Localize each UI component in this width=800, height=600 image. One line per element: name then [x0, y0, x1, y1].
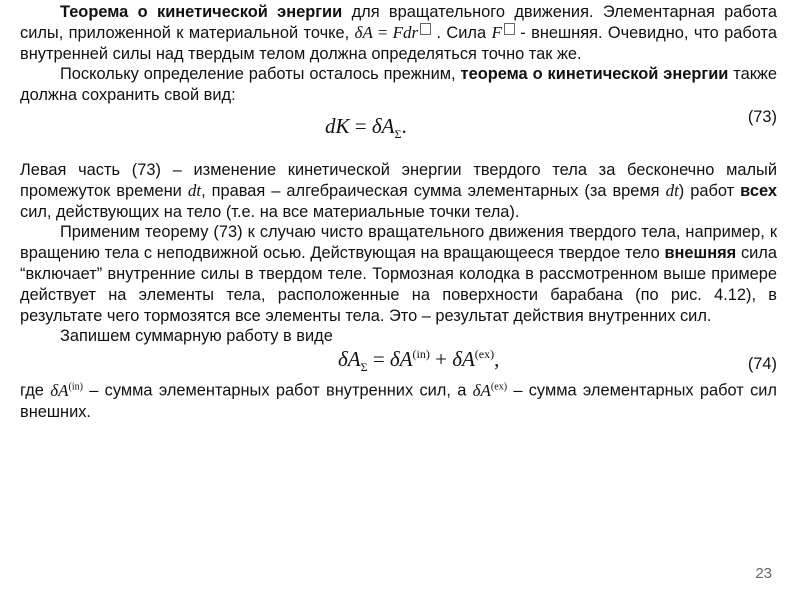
equation-74-number: (74) [747, 355, 777, 374]
vector-arrow-placeholder-icon [420, 23, 431, 35]
paragraph-left-part: Левая часть (73) – изменение кинетической энергии твердого тела за бесконечно малый промежуток времени dt, правая – алгебраическая сумма элементарных (за время dt) работ всех сил, действующих на тело (т.е. на все материальные точки тела). [20, 160, 777, 221]
formula-work-external: $\delta A^{(ex)}$ [472, 380, 508, 400]
document-body [20, 0, 777, 422]
paragraph-apply-theorem: Применим теорему (73) к случаю чисто вращательного движения твердого тела, например, к вращению тела с неподвижной осью. Действующая на вращающееся твердое тело внешняя сила “включает” внутренние силы в твердом теле. Тормозная колодка в рассмотренном выше примере действует на элементы тела, расположенные на поверхности барабана (по рис. 4.12), в результате чего тормозятся все элементы тела. Это – результат действия внутренних сил. [20, 223, 777, 325]
external-bold: внешняя [664, 244, 737, 263]
page-number: 23 [755, 565, 772, 582]
formula-work-element: δA = Fdr [355, 23, 432, 42]
paragraph-where: где $\delta A^{(in)}$ – сумма элементарных работ внутренних сил, а $\delta A^{(ex)}$ – сумма элементарных работ сил внешних. [20, 380, 777, 421]
formula-force: F [492, 23, 515, 42]
equation-73 [20, 106, 777, 146]
formula-dt-2: dt [665, 180, 679, 200]
formula-dt: dt [187, 180, 202, 200]
paragraph-theorem: Теорема о кинетической энергии для вращательного движения. Элементарная работа силы, приложенной к материальной точке, δA = Fdr . Сила F - внешняя. Очевидно, что работа внутренней силы над твердым телом должна определяться точно так же. [20, 3, 777, 63]
theorem-bold: теорема о кинетической энергии [460, 65, 729, 84]
vector-arrow-placeholder-icon [504, 23, 515, 35]
equation-73-number: (73) [747, 107, 777, 126]
paragraph-definition: Поскольку определение работы осталось прежним, теорема о кинетической энергии также должна сохранить свой вид: [20, 65, 777, 105]
theorem-title: Теорема о кинетической энергии [60, 3, 343, 21]
equation-74 [20, 347, 777, 377]
paragraph-write-sum: Запишем суммарную работу в виде [60, 327, 333, 346]
formula-work-internal: $\delta A^{(in)}$ [50, 380, 83, 400]
equation-73-formula: dK = $\delta A_\Sigma$. [325, 113, 407, 142]
equation-74-formula: $\delta A_\Sigma = \delta A^{(in)} + \delta A^{(ex)}$, [338, 347, 500, 375]
all-bold: всех [740, 181, 777, 200]
